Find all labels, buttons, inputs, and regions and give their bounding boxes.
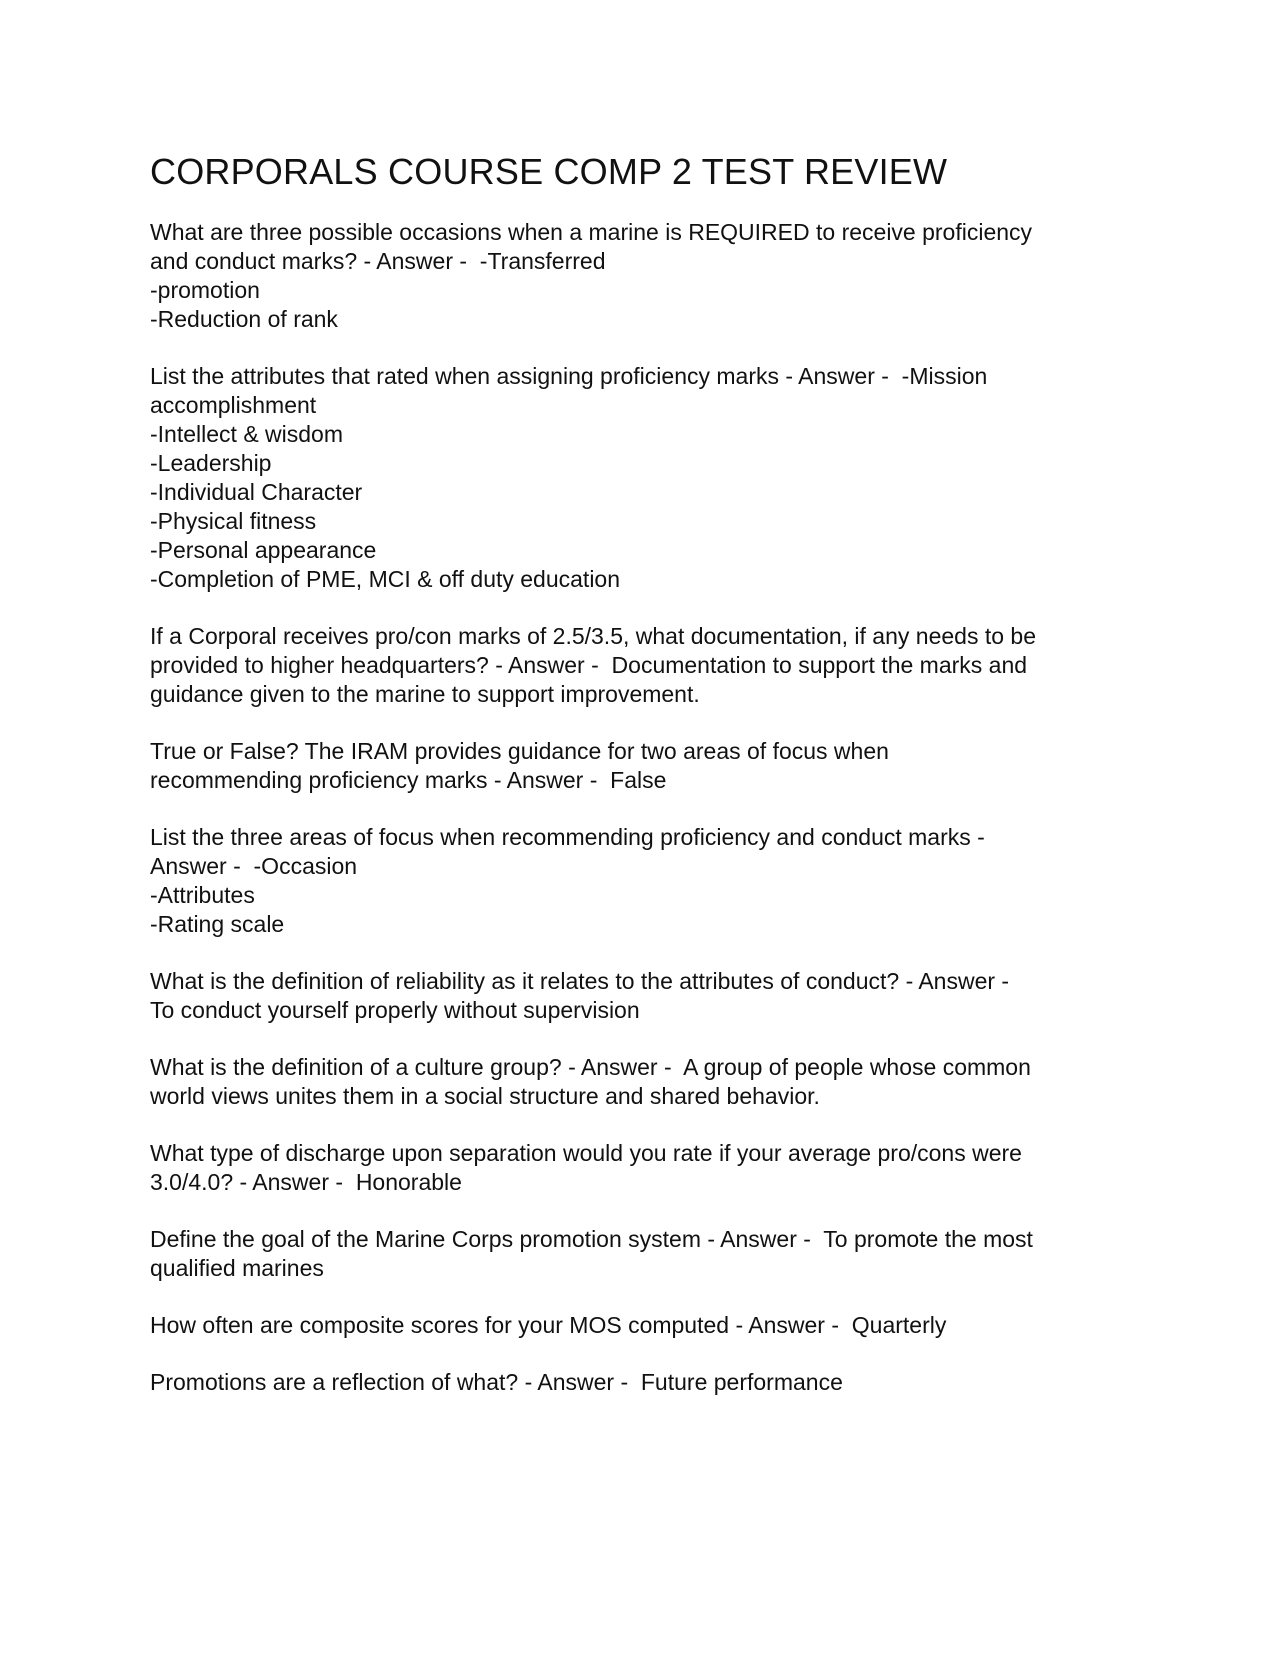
qa-line: -Intellect & wisdom [150,421,344,447]
qa-line: -Completion of PME, MCI & off duty education [150,566,621,592]
qa-line: List the attributes that rated when assigning proficiency marks - Answer - -Mission [150,363,988,389]
qa-line: What are three possible occasions when a marine is REQUIRED to receive proficiency [150,219,1033,245]
qa-line: -Reduction of rank [150,306,338,332]
qa-line: qualified marines [150,1255,324,1281]
qa-line: How often are composite scores for your MOS computed - Answer - Quarterly [150,1312,947,1338]
qa-line: What is the definition of a culture group? - Answer - A group of people whose common [150,1054,1031,1080]
qa-line: 3.0/4.0? - Answer - Honorable [150,1169,462,1195]
qa-line: -Physical fitness [150,508,317,534]
qa-line: guidance given to the marine to support improvement. [150,681,700,707]
qa-line: What is the definition of reliability as it relates to the attributes of conduct? - Answer - [150,968,1010,994]
qa-line: Answer - -Occasion [150,853,358,879]
qa-line: What type of discharge upon separation would you rate if your average pro/cons were [150,1140,1022,1166]
qa-line: accomplishment [150,392,317,418]
qa-item [150,737,1150,795]
qa-item [150,218,1150,334]
qa-list [150,218,1150,1397]
qa-item [150,362,1150,594]
qa-line: -Individual Character [150,479,363,505]
qa-line: -Leadership [150,450,272,476]
qa-item [150,622,1150,709]
qa-item [150,967,1150,1025]
qa-item [150,1225,1150,1283]
qa-line: and conduct marks? - Answer - -Transferred [150,248,606,274]
document-page [150,148,1150,1425]
qa-line: provided to higher headquarters? - Answer - Documentation to support the marks and [150,652,1028,678]
qa-line: recommending proficiency marks - Answer - False [150,767,667,793]
qa-line: True or False? The IRAM provides guidance for two areas of focus when [150,738,889,764]
qa-line: List the three areas of focus when recommending proficiency and conduct marks - [150,824,985,850]
qa-line: If a Corporal receives pro/con marks of 2.5/3.5, what documentation, if any needs to be [150,623,1036,649]
qa-line: -Personal appearance [150,537,377,563]
qa-line: world views unites them in a social structure and shared behavior. [150,1083,820,1109]
qa-line: Define the goal of the Marine Corps promotion system - Answer - To promote the most [150,1226,1033,1252]
qa-line: Promotions are a reflection of what? - Answer - Future performance [150,1369,843,1395]
qa-line: To conduct yourself properly without supervision [150,997,640,1023]
qa-item [150,1368,1150,1397]
qa-line: -Attributes [150,882,255,908]
document-title: CORPORALS COURSE COMP 2 TEST REVIEW [150,151,948,192]
qa-item [150,823,1150,939]
qa-line: -promotion [150,277,260,303]
qa-item [150,1139,1150,1197]
qa-item [150,1311,1150,1340]
qa-item [150,1053,1150,1111]
qa-line: -Rating scale [150,911,285,937]
